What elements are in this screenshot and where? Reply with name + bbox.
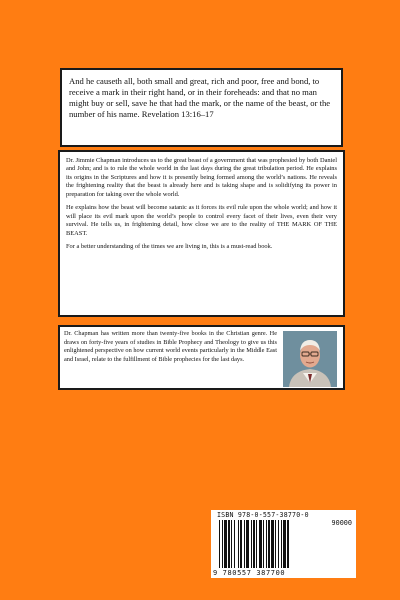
barcode-panel: [211, 510, 356, 578]
description-paragraph-1: Dr. Jimmie Chapman introduces us to the great beast of a government that was prophesied by both Daniel and John; and is to rule the whole world in the last days during the great tribulation period. He explains its origins in the Scriptures and how it is presently being formed among the world’s nations. He reveals the frightening reality that the beast is already here and is taking shape and is solidifying its power in preparation for taking over the whole world.: [66, 157, 337, 198]
description-paragraph-2: He explains how the beast will become satanic as it forces its evil rule upon the whole world; and how it will place its evil mark upon the world’s people to control every facet of their lives, even their very survival. He tells us, in frightening detail, how close we are to the reality of THE MARK OF THE BEAST.: [66, 204, 337, 237]
book-description-box: [58, 150, 345, 317]
author-photo: [283, 331, 337, 387]
author-portrait-icon: [283, 331, 337, 387]
price-code: 90000: [331, 519, 352, 527]
author-bio: Dr. Chapman has written more than twenty-five books in the Christian genre. He draws on forty-five years of studies in Bible Prophecy and Theology to give us this enlightened perspective on how current world events particularly in the Middle East and Israel, relate to the fulfillment of Bible prophecies for the last days.: [64, 330, 277, 363]
description-paragraph-3: For a better understanding of the times we are living in, this is a must-read book.: [66, 243, 273, 251]
scripture-quote-box: [60, 68, 343, 147]
isbn-barcode-icon: [219, 520, 319, 568]
scripture-quote: And he causeth all, both small and great, rich and poor, free and bond, to receive a mark in their right hand, or in their foreheads: and that no man might buy or sell, save he that had the mark, or the name of the beast, or the number of his name. Revelation 13:16–17: [69, 76, 331, 120]
barcode-digits: 9 780557 387700: [213, 569, 286, 577]
isbn-label: ISBN 978-0-557-38770-0: [217, 511, 309, 519]
author-bio-box: [58, 325, 345, 390]
